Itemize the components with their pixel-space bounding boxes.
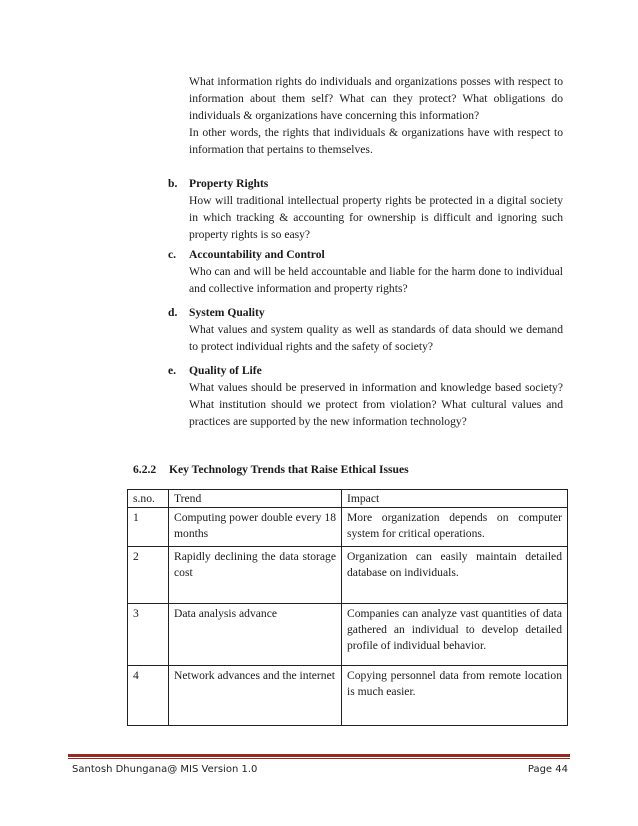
header-cell-impact: Impact xyxy=(342,490,568,508)
table-row xyxy=(128,547,568,604)
list-item-title: System Quality xyxy=(189,306,265,319)
table-row xyxy=(128,666,568,726)
list-item-letter: d. xyxy=(168,306,178,319)
footer-author: Santosh Dhungana@ MIS Version 1.0 xyxy=(72,764,258,775)
cell-sno: 2 xyxy=(128,547,169,604)
intro-question: What information rights do individuals and organizations posses with respect to information about them self? What can they protect? What obligations do individuals & organizations have concerning this information? xyxy=(189,75,563,122)
list-item-title: Property Rights xyxy=(189,177,269,190)
footer-rule-thin xyxy=(68,758,570,759)
cell-sno: 4 xyxy=(128,666,169,726)
footer-rule xyxy=(68,754,570,757)
list-item-letter: e. xyxy=(168,364,177,377)
header-cell-sno: s.no. xyxy=(128,490,169,508)
cell-impact: Copying personnel data from remote location is much easier. xyxy=(342,666,568,726)
trends-table xyxy=(127,489,568,726)
intro-paragraph xyxy=(189,73,563,158)
section-title: Key Technology Trends that Raise Ethical Issues xyxy=(169,463,409,476)
list-item-body: What values and system quality as well as standards of data should we demand to protect individual rights and the safety of society? xyxy=(189,323,563,353)
list-item-body: How will traditional intellectual property rights be protected in a digital society in which tracking & accounting for ownership is difficult and ignoring such property rights is so easy? xyxy=(189,194,563,241)
cell-impact: Organization can easily maintain detailed database on individuals. xyxy=(342,547,568,604)
section-number: 6.2.2 xyxy=(133,463,157,476)
cell-sno: 3 xyxy=(128,604,169,666)
cell-trend: Data analysis advance xyxy=(169,604,342,666)
list-item-letter: c. xyxy=(168,248,177,261)
cell-trend: Rapidly declining the data storage cost xyxy=(169,547,342,604)
section-heading xyxy=(133,463,409,476)
list-item-quality-of-life xyxy=(168,362,563,430)
cell-sno: 1 xyxy=(128,508,169,547)
intro-explanation: In other words, the rights that individuals & organizations have with respect to information that pertains to themselves. xyxy=(189,126,563,156)
cell-impact: Companies can analyze vast quantities of data gathered an individual to develop detailed profile of individual behavior. xyxy=(342,604,568,666)
page-number: Page 44 xyxy=(527,764,568,775)
list-item-letter: b. xyxy=(168,177,178,190)
list-item-title: Quality of Life xyxy=(189,364,262,377)
list-item-system-quality xyxy=(168,304,563,355)
cell-trend: Computing power double every 18 months xyxy=(169,508,342,547)
list-item-body: Who can and will be held accountable and liable for the harm done to individual and collective information and property rights? xyxy=(189,265,563,295)
header-cell-trend: Trend xyxy=(169,490,342,508)
list-item-title: Accountability and Control xyxy=(189,248,325,261)
cell-impact: More organization depends on computer system for critical operations. xyxy=(342,508,568,547)
cell-trend: Network advances and the internet xyxy=(169,666,342,726)
table-header-row xyxy=(128,490,568,508)
list-item-accountability xyxy=(168,246,563,297)
table-row xyxy=(128,508,568,547)
list-item-body: What values should be preserved in information and knowledge based society? What institution should we protect from violation? What cultural values and practices are supported by the new information technology? xyxy=(189,381,563,428)
table-row xyxy=(128,604,568,666)
list-item-property-rights xyxy=(168,175,563,243)
